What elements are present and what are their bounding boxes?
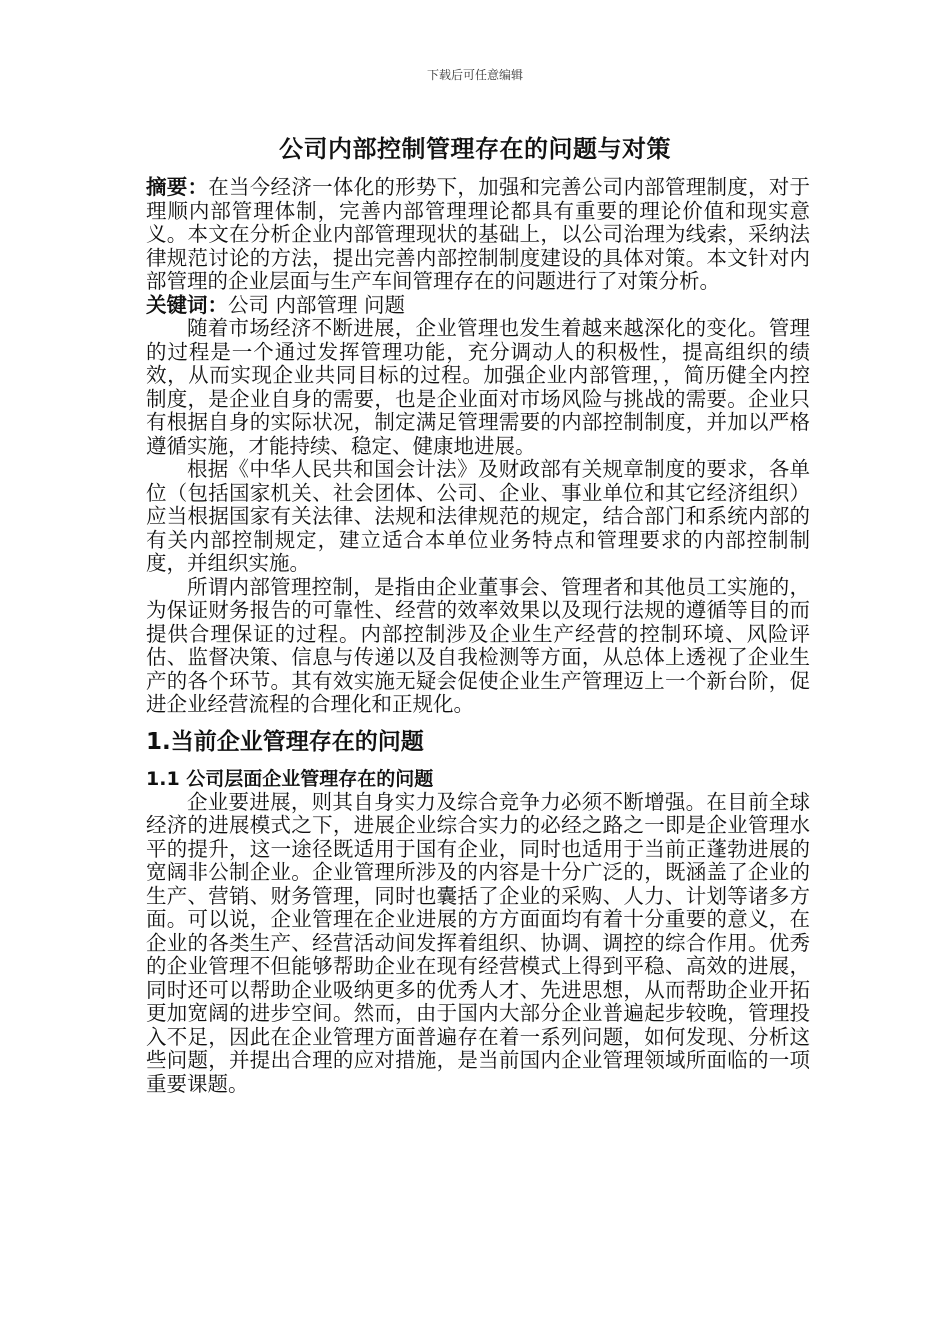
intro-paragraph-1: 随着市场经济不断进展，企业管理也发生着越来越深化的变化。管理的过程是一个通过发挥管理功能，充分调动人的积极性，提高组织的绩效，从而实现企业共同目标的过程。加强企业内部管理，，简历健全内控制度，是企业自身的需要，也是企业面对市场风险与挑战的需要。企业只有根据自身的实际状况，制定满足管理需要的内部控制制度，并加以严格遵循实施，才能持续、稳定、健康地进展。 [146, 316, 810, 458]
keywords-label: 关键词： [146, 292, 228, 317]
abstract-text: 在当今经济一体化的形势下，加强和完善公司内部管理制度，对于理顺内部管理体制，完善内部管理理论都具有重要的理论价值和现实意义。本文在分析企业内部管理现状的基础上，以公司治理为线索，采纳法律规范讨论的方法，提出完善内部控制制度建设的具体对策。本文针对内部管理的企业层面与生产车间管理存在的问题进行了对策分析。 [146, 175, 811, 293]
abstract-label: 摘要： [146, 175, 209, 199]
section-1-1-paragraph: 企业要进展，则其自身实力及综合竞争力必须不断增强。在目前全球经济的进展模式之下，进展企业综合实力的必经之路之一即是企业管理水平的提升，这一途径既适用于国有企业，同时也适用于当前正蓬勃进展的宽阔非公制企业。企业管理所涉及的内容是十分广泛的，既涵盖了企业的生产、营销、财务管理，同时也囊括了企业的采购、人力、计划等诸多方面。可以说，企业管理在企业进展的方方面面均有着十分重要的意义，在企业的各类生产、经营活动间发挥着组织、协调、调控的综合作用。优秀的企业管理不但能够帮助企业在现有经营模式上得到平稳、高效的进展，同时还可以帮助企业吸纳更多的优秀人才、先进思想，从而帮助企业开拓更加宽阔的进步空间。然而，由于国内大部分企业普遍起步较晚，管理投入不足，因此在企业管理方面普遍存在着一系列问题，如何发现、分析这些问题，并提出合理的应对措施，是当前国内企业管理领域所面临的一项重要课题。 [146, 789, 810, 1096]
document-title: 公司内部控制管理存在的问题与对策 [279, 134, 671, 163]
page-header-note: 下载后可任意编辑 [426, 68, 523, 82]
intro-paragraph-3: 所谓内部管理控制，是指由企业董事会、管理者和其他员工实施的，为保证财务报告的可靠性、经营的效率效果以及现行法规的遵循等目的而提供合理保证的过程。内部控制涉及企业生产经营的控制环境、风险评估、监督决策、信息与传递以及自我检测等方面，从总体上透视了企业生产的各个环节。其有效实施无疑会促使企业生产管理迈上一个新台阶，促进企业经营流程的合理化和正规化。 [146, 574, 810, 716]
document-body [146, 176, 810, 1096]
keywords-text: 公司 内部管理 问题 [228, 292, 406, 317]
intro-paragraph-2: 根据《中华人民共和国会计法》及财政部有关规章制度的要求，各单位（包括国家机关、社会团体、公司、企业、事业单位和其它经济组织）应当根据国家有关法律、法规和法律规范的规定，结合部门和系统内部的有关内部控制规定，建立适合本单位业务特点和管理要求的内部控制制度，并组织实施。 [146, 457, 810, 575]
section-1-heading: 1.当前企业管理存在的问题 [146, 728, 424, 755]
section-1-1-heading: 1.1 公司层面企业管理存在的问题 [146, 767, 434, 790]
abstract-paragraph [146, 176, 810, 294]
keywords-line [146, 294, 810, 318]
